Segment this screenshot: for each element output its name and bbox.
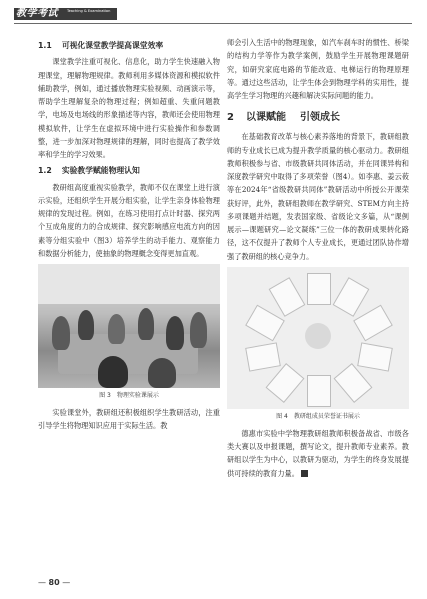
paragraph: 实验课堂外，教研组还积极组织学生教研活动，注重引导学生将物理知识应用于实际生活。教 [38,408,220,431]
photo-student [138,308,154,340]
photo-certificate [333,277,370,317]
paragraph [227,427,409,480]
section-number: 1.1 [38,41,52,50]
page-footer [38,578,70,587]
journal-subtitle: Teaching & Examination [67,9,111,13]
end-mark-icon [301,470,308,477]
journal-brand: 教学考试 [16,8,58,19]
section-title: 实验教学赋能物理认知 [61,166,140,176]
header-divider [14,23,412,24]
section-title: 可视化课堂教学提高课堂效率 [61,41,164,50]
section-number: 1.2 [38,166,52,176]
photo-student [108,314,125,344]
photo-certificate [269,277,306,317]
photo-certificate [307,273,331,305]
left-column [38,36,220,433]
photo-center-ornament [305,323,331,349]
paragraph: 在基础教育改革与核心素养落地的背景下，教研组教师的专业成长已成为提升教学质量的核心驱动力。教研组教师积极参与省、市级教研共同体活动，并在同课异构和深度教学研究中取得了多项荣誉（图4）。如李惠、姜云莜等在2024年“省级教研共同体”教研活动中所授公开课荣获好评，此外，教研组教师在教学研究、STEM方向主持多项课题并结题，发表国家级、省级论文多篇，从“课例展示—课题研究—论文凝练”三位一体的教研成果转化路径，这不仅提升了教师个人专业成长，更通过团队协作增强了教研组的核心竞争力。 [227,132,409,261]
page-number: 80 [48,578,60,587]
photo-certificate [245,342,281,371]
section-2-heading [227,109,409,127]
photo-certificate [245,304,285,341]
right-column [227,36,409,480]
photo-certificate [353,304,393,341]
photo-student [166,316,184,350]
section-title-part: 引领成长 [299,112,340,124]
section-number: 2 [227,112,234,124]
figure-3-photo [38,264,220,388]
photo-certificate [307,375,331,407]
figure-3-caption: 图 3 物理实验课展示 [99,392,159,399]
photo-student [52,316,70,350]
paragraph: 课堂教学注重可视化、信息化，助力学生快速融入物理课堂，理解物理规律。教师利用多媒体资源和模拟软件辅助教学，例如，通过播放物理实验视频、动画演示等，帮助学生理解复杂的物理过程；例如超重、失重问题教学，电场及电场线的形象描述等内容，教师还会使用物理模拟软件，让学生在虚拟环境中进行实验操作和参数调整，进一步加深对物理规律的理解，同时也提高了教学效率和学生的学习效果。 [38,57,220,159]
figure-4-photo [227,267,409,409]
footer-dash: — [59,578,71,587]
section-title-part: 以课赋能 [245,112,286,124]
footer-dash: — [38,578,49,587]
page-header [0,0,427,26]
photo-student [190,312,207,348]
photo-student [78,310,94,340]
figure-4-caption: 图 4 教研组成员荣誉证书展示 [276,412,360,420]
section-1-2-heading [38,164,220,177]
paragraph: 师会引入生活中的物理现象，如汽车刹车时的惯性、桥梁的结构力学等作为教学案例，鼓励学生开展物理课题研究，如研究家庭电路的节能改造、电梯运行的物理原理等。通过这些活动，让学生体会到物理学科的实用性，提高学生学习物理的兴趣和解决实际问题的能力。 [227,38,409,100]
photo-student [98,356,128,388]
section-1-1-heading [38,39,220,52]
photo-student [148,358,176,388]
photo-certificate [266,363,305,403]
photo-certificate [357,342,393,371]
photo-background [38,264,220,304]
paragraph-text: 德惠市实验中学物理教研组教师积极备战省、市级各类大赛以及申报课题，撰写论文，提升教师专业素养。教研组以学生为中心，以教研为驱动，为学生的终身发展提供可持续的教育力量。 [227,428,409,478]
paragraph: 教研组高度重视实验教学，教师不仅在课堂上进行演示实验，还组织学生开展分组实验，让学生亲身体验物理规律的发现过程。例如，在练习使用打点计时器、探究两个互成角度的力的合成规律、探究影响感应电流方向的因素等分组实验中（图3）培养学生的动手能力、观察能力和数据分析能力，使抽象的物理概念变得更加直观。 [38,182,220,258]
photo-certificate [334,363,373,403]
